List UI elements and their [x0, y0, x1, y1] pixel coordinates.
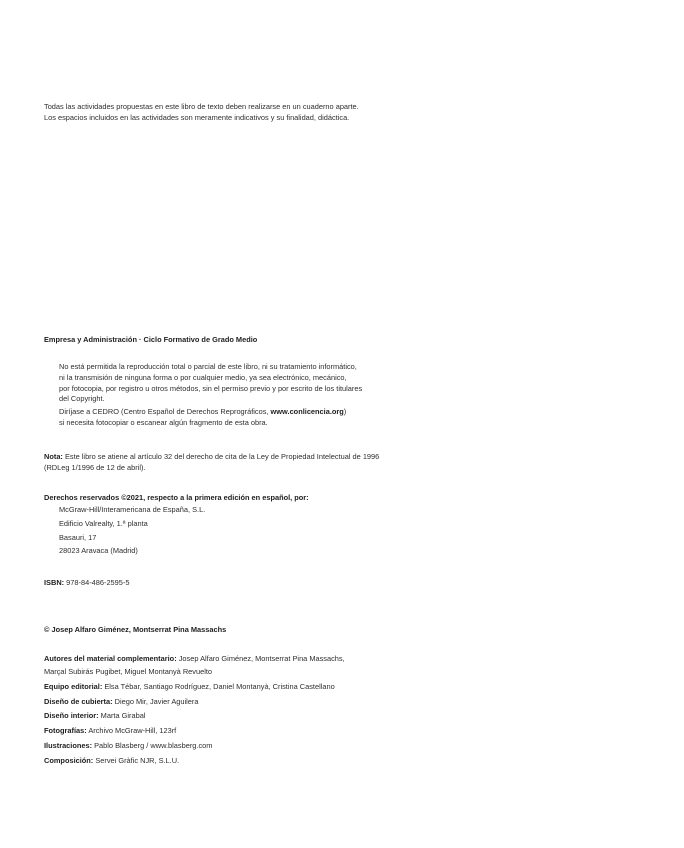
isbn-label: ISBN: — [44, 578, 65, 587]
credit-value: Josep Alfaro Giménez, Montserrat Pina Massachs, — [176, 654, 345, 663]
intro-note — [44, 101, 644, 123]
legal-line: por fotocopia, por registro u otros métodos, sin el permiso previo y por escrito de los titulares — [59, 383, 363, 393]
address-line: McGraw-Hill/Interamericana de España, S.L. — [59, 505, 206, 514]
nota — [44, 451, 644, 473]
cedro-line-2: si necesita fotocopiar o escanear algún fragmento de esta obra. — [59, 417, 268, 427]
credit-line — [44, 724, 644, 739]
credit-label: Fotografías: — [44, 726, 87, 736]
credit-line — [44, 709, 644, 724]
credit-line — [44, 680, 644, 695]
nota-line — [44, 451, 644, 462]
credit-label: Composición: — [44, 755, 94, 765]
credit-label: Equipo editorial: — [44, 682, 103, 691]
credits — [44, 653, 644, 768]
nota-line-2: (RDLeg 1/1996 de 12 de abril). — [44, 463, 146, 472]
address-line: Basauri, 17 — [59, 532, 97, 542]
rights-heading: Derechos reservados ©2021, respecto a la primera edición en español, por: — [44, 493, 309, 502]
credit-line — [44, 653, 644, 664]
isbn-value: 978-84-486-2595-5 — [64, 578, 130, 587]
rights-reserved — [44, 492, 644, 558]
credit-label: Autores del material complementario: — [44, 654, 177, 663]
cedro-link[interactable]: www.conlicencia.org — [270, 407, 344, 417]
copyright-holders — [44, 624, 644, 635]
credit-value: Elsa Tébar, Santiago Rodríguez, Daniel Montanyà, Cristina Castellano — [102, 682, 335, 691]
legal-notice — [44, 362, 659, 429]
credit-line — [44, 754, 644, 769]
credit-line — [44, 739, 644, 754]
nota-text: Este libro se atiene al artículo 32 del derecho de cita de la Ley de Propiedad Intelectual de 1996 — [62, 452, 380, 461]
legal-line: No está permitida la reproducción total o parcial de este libro, ni su tratamiento informático, — [59, 362, 357, 371]
cedro-suffix: ) — [343, 407, 347, 417]
address-line: 28023 Aravaca (Madrid) — [59, 546, 138, 556]
credit-line: Marçal Subirás Pugibet, Miguel Montanyà Revuelto — [44, 667, 213, 676]
credit-label: Diseño interior: — [44, 711, 99, 721]
credit-value: Pablo Blasberg / www.blasberg.com — [92, 740, 213, 750]
publisher-address — [44, 503, 644, 558]
copyright-text: © Josep Alfaro Giménez, Montserrat Pina Massachs — [44, 625, 227, 634]
credit-label: Ilustraciones: — [44, 740, 93, 750]
intro-line: Todas las actividades propuestas en este libro de texto deben realizarse en un cuaderno aparte. — [44, 102, 359, 111]
credit-line — [44, 695, 644, 710]
intro-line: Los espacios incluidos en las actividades son meramente indicativos y su finalidad, didáctica. — [44, 113, 350, 122]
credit-value: Servei Gràfic NJR, S.L.U. — [93, 755, 180, 765]
cedro-prefix: Diríjase a CEDRO (Centro Español de Derechos Reprográficos, — [59, 407, 271, 417]
isbn — [44, 577, 644, 588]
address-line: Edificio Valrealty, 1.ª planta — [59, 518, 148, 528]
cedro-line — [59, 407, 659, 418]
credit-value: Archivo McGraw-Hill, 123rf — [86, 726, 177, 736]
book-title — [44, 334, 644, 345]
book-title-text: Empresa y Administración · Ciclo Formativo de Grado Medio — [44, 335, 258, 344]
legal-line: del Copyright. — [59, 394, 105, 404]
credit-label: Diseño de cubierta: — [44, 696, 113, 706]
credit-value: Marta Girabal — [98, 711, 146, 721]
nota-label: Nota: — [44, 452, 63, 461]
legal-line: ni la transmisión de ninguna forma o por cualquier medio, ya sea electrónico, mecánico, — [59, 372, 347, 382]
credit-value: Diego Mir, Javier Aguilera — [112, 696, 199, 706]
